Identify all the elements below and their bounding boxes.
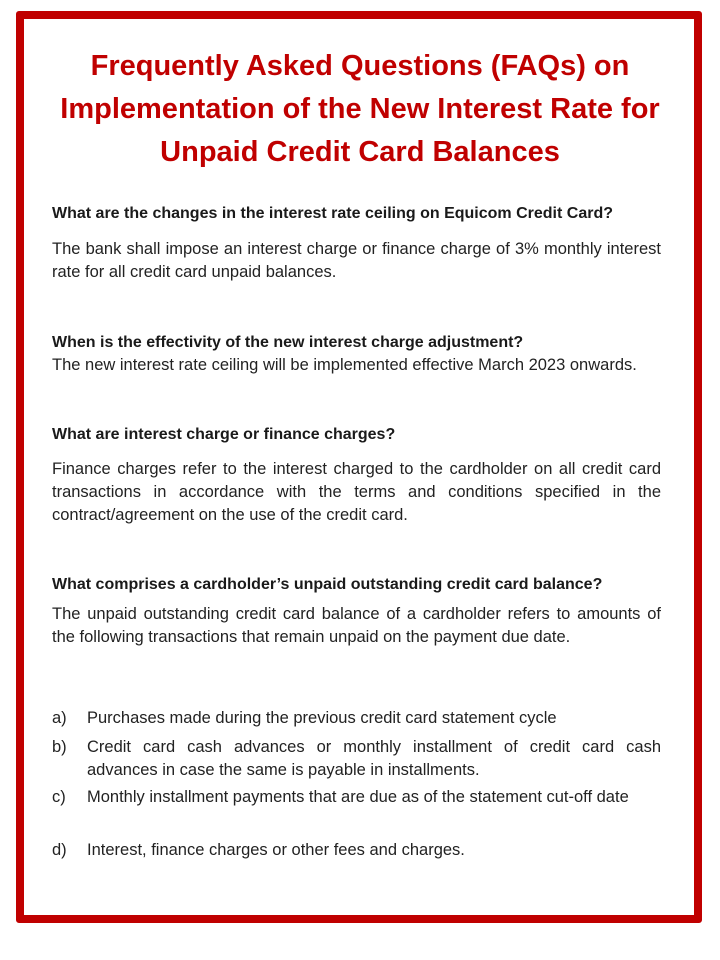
list-marker: c): [52, 788, 66, 806]
list-item: [52, 839, 661, 862]
faq-answer-4: The unpaid outstanding credit card balance of a cardholder refers to amounts of the following transactions that remain unpaid on the payment due date.: [52, 605, 661, 646]
list-item: [52, 786, 661, 809]
list-item: [52, 736, 661, 782]
page-title: Frequently Asked Questions (FAQs) on Implementation of the New Interest Rate for Unpaid Credit Card Balances: [60, 50, 660, 168]
faq-question-2: When is the effectivity of the new interest charge adjustment?: [52, 334, 524, 351]
list-item-text: Credit card cash advances or monthly installment of credit card cash advances in case the same is payable in installments.: [87, 738, 661, 779]
list-marker: d): [52, 841, 67, 859]
faq-answer-3: Finance charges refer to the interest charged to the cardholder on all credit card transactions in accordance with the terms and conditions specified in the contract/agreement on the use of the credit card.: [52, 460, 661, 524]
list-item-text: Monthly installment payments that are due as of the statement cut-off date: [87, 788, 629, 806]
faq-question-3: What are interest charge or finance charges?: [52, 426, 396, 443]
list-marker: a): [52, 709, 67, 727]
faq-answer-2: The new interest rate ceiling will be implemented effective March 2023 onwards.: [52, 356, 637, 374]
list-item-text: Interest, finance charges or other fees and charges.: [87, 841, 465, 859]
faq-question-1: What are the changes in the interest rate ceiling on Equicom Credit Card?: [52, 205, 613, 222]
list-item-text: Purchases made during the previous credit card statement cycle: [87, 709, 557, 727]
faq-question-4: What comprises a cardholder’s unpaid outstanding credit card balance?: [52, 576, 603, 593]
list-marker: b): [52, 738, 67, 756]
list-item: [52, 707, 661, 730]
faq-answer-1: The bank shall impose an interest charge or finance charge of 3% monthly interest rate for all credit card unpaid balances.: [52, 240, 661, 281]
